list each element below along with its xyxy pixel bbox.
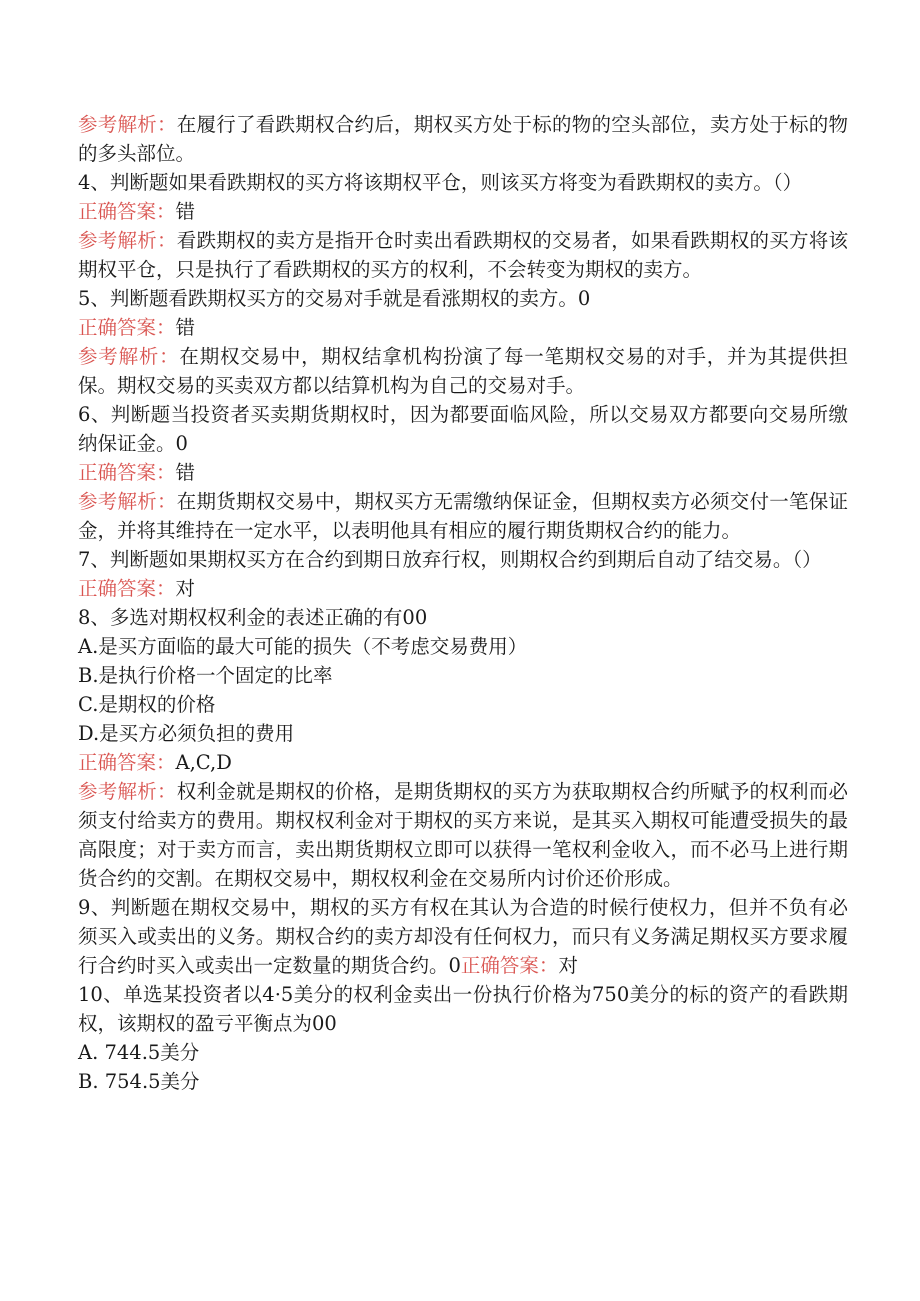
answer-line — [78, 197, 848, 226]
option-b: B.是执行价格一个固定的比率 — [78, 664, 333, 687]
answer-value: 对 — [558, 954, 578, 977]
option-d: D.是买方必须负担的费用 — [78, 722, 295, 745]
answer-line — [78, 458, 848, 487]
question-text: 5、判断题看跌期权买方的交易对手就是看涨期权的卖方。0 — [78, 287, 591, 310]
explanation-line — [78, 487, 848, 545]
explanation-text: 在期货期权交易中，期权买方无需缴纳保证金，但期权卖方必须交付一笔保证金，并将其维持在一定水平，以表明他具有相应的履行期货期权合约的能力。 — [78, 490, 848, 542]
answer-line — [78, 313, 848, 342]
answer-label: 正确答案： — [78, 577, 176, 600]
question-text: 7、判断题如果期权买方在合约到期日放弃行权，则期权合约到期后自动了结交易。（） — [78, 548, 822, 571]
explanation-line — [78, 777, 848, 893]
question-text: 9、判断题在期权交易中，期权的买方有权在其认为合造的时候行使权力，但并不负有必须买入或卖出的义务。期权合约的卖方却没有任何权力，而只有义务满足期权买方要求履行合约时买入或卖出一定数量的期货合约。0 — [78, 896, 848, 977]
explanation-text: 权利金就是期权的价格，是期货期权的买方为获取期权合约所赋予的权利而必须支付给卖方的费用。期权权利金对于期权的买方来说，是其买入期权可能遭受损失的最高限度；对于卖方而言，卖出期货期权立即可以获得一笔权利金收入，而不必马上进行期货合约的交割。在期权交易中，期权权利金在交易所内讨价还价形成。 — [78, 780, 848, 890]
question-text: 10、单选某投资者以4·5美分的权利金卖出一份执行价格为750美分的标的资产的看跌期权，该期权的盈亏平衡点为00 — [78, 983, 848, 1035]
question-text: 8、多选对期权权利金的表述正确的有00 — [78, 606, 428, 629]
explanation-text: 在履行了看跌期权合约后，期权买方处于标的物的空头部位，卖方处于标的物的多头部位。 — [78, 113, 848, 165]
answer-label: 正确答案： — [78, 751, 176, 774]
explanation-text: 看跌期权的卖方是指开仓时卖出看跌期权的交易者，如果看跌期权的买方将该期权平仓，只是执行了看跌期权的买方的权利，不会转变为期权的卖方。 — [78, 229, 848, 281]
answer-value: 对 — [175, 577, 196, 600]
option-c: C.是期权的价格 — [78, 693, 216, 716]
explanation-line — [78, 226, 848, 284]
question-text: 4、判断题如果看跌期权的买方将该期权平仓，则该买方将变为看跌期权的卖方。（） — [78, 171, 803, 194]
explanation-text: 在期权交易中，期权结拿机构扮演了每一笔期权交易的对手，并为其提供担保。期权交易的买卖双方都以结算机构为自己的交易对手。 — [78, 345, 848, 397]
option-b: B. 754.5美分 — [78, 1070, 200, 1093]
question-with-answer — [78, 893, 848, 980]
option-a: A. 744.5美分 — [78, 1041, 200, 1064]
answer-label: 正确答案： — [460, 954, 559, 977]
explanation-line — [78, 110, 848, 168]
answer-line — [78, 574, 848, 603]
answer-label: 正确答案： — [78, 316, 176, 339]
answer-line — [78, 748, 848, 777]
answer-value: 错 — [175, 200, 196, 223]
option-a: A.是买方面临的最大可能的损失（不考虑交易费用） — [78, 635, 528, 658]
answer-value: 错 — [175, 316, 196, 339]
explanation-label: 参考解析： — [78, 780, 177, 803]
answer-label: 正确答案： — [78, 200, 176, 223]
document-page — [78, 110, 848, 1096]
explanation-label: 参考解析： — [78, 229, 177, 252]
explanation-label: 参考解析： — [78, 345, 180, 368]
answer-label: 正确答案： — [78, 461, 176, 484]
explanation-label: 参考解析： — [78, 490, 177, 513]
explanation-line — [78, 342, 848, 400]
question-text: 6、判断题当投资者买卖期货期权时，因为都要面临风险，所以交易双方都要向交易所缴纳保证金。0 — [78, 403, 848, 455]
explanation-label: 参考解析： — [78, 113, 177, 136]
answer-value: 错 — [175, 461, 196, 484]
answer-value: A,C,D — [175, 751, 232, 774]
